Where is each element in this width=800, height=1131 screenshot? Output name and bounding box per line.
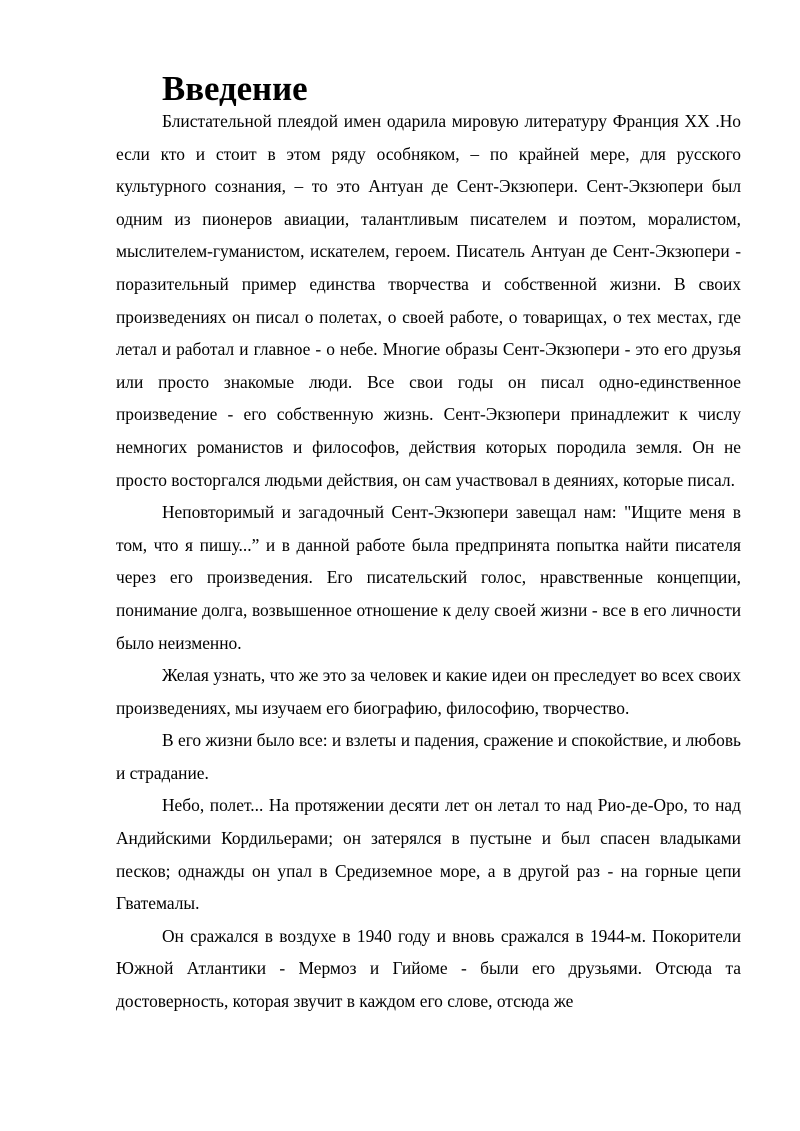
paragraph-purpose: Желая узнать, что же это за человек и какие идеи он преследует во всех своих произведениях, мы изучаем его биографию, философию, творчество. [116, 665, 741, 718]
paragraph-testament: Неповторимый и загадочный Сент-Экзюпери завещал нам: "Ищите меня в том, что я пишу...” и в данной работе была предпринята попытка найти писателя через его произведения. Его писательский голос, нравственные концепции, понимание долга, возвышенное отношение к делу своей жизни - все в его личности было неизменно. [116, 502, 741, 653]
paragraph-war: Он сражался в воздухе в 1940 году и вновь сражался в 1944-м. Покорители Южной Атлантики - Мермоз и Гийоме - были его друзьями. Отсюда та достоверность, которая звучит в каждом его слове, отсюда же [116, 925, 741, 1012]
section-heading: Введение [162, 69, 308, 108]
paragraph-intro: Блистательной плеядой имен одарила мировую литературу Франция XX .Но если кто и стоит в этом ряду особняком, – по крайней мере, для русского культурного сознания, – то это Антуан де Сент-Экзюпери. Сент-Экзюпери был одним из пионеров авиации, талантливым писателем и поэтом, моралистом, мыслителем-гуманистом, искателем, героем. Писатель Антуан де Сент-Экзюпери - поразительный пример единства творчества и собственной жизни. В своих произведениях он писал о полетах, о своей работе, о товарищах, о тех местах, где летал и работал и главное - о небе. Многие образы Сент-Экзюпери - это его друзья или просто знакомые люди. Все свои годы он писал одно-единственное произведение - его собственную жизнь. Сент-Экзюпери принадлежит к числу немногих романистов и философов, действия которых породила земля. Он не просто восторгался людьми действия, он сам участвовал в деяниях, которые писал. [116, 111, 741, 490]
paragraph-life: В его жизни было все: и взлеты и падения, сражение и спокойствие, и любовь и страдание. [116, 730, 741, 783]
paragraph-flight: Небо, полет... На протяжении десяти лет он летал то над Рио-де-Оро, то над Андийскими Кордильерами; он затерялся в пустыне и был спасен владыками песков; однажды он упал в Средиземное море, а в другой раз - на горные цепи Гватемалы. [116, 795, 741, 914]
document-page [116, 69, 741, 1018]
